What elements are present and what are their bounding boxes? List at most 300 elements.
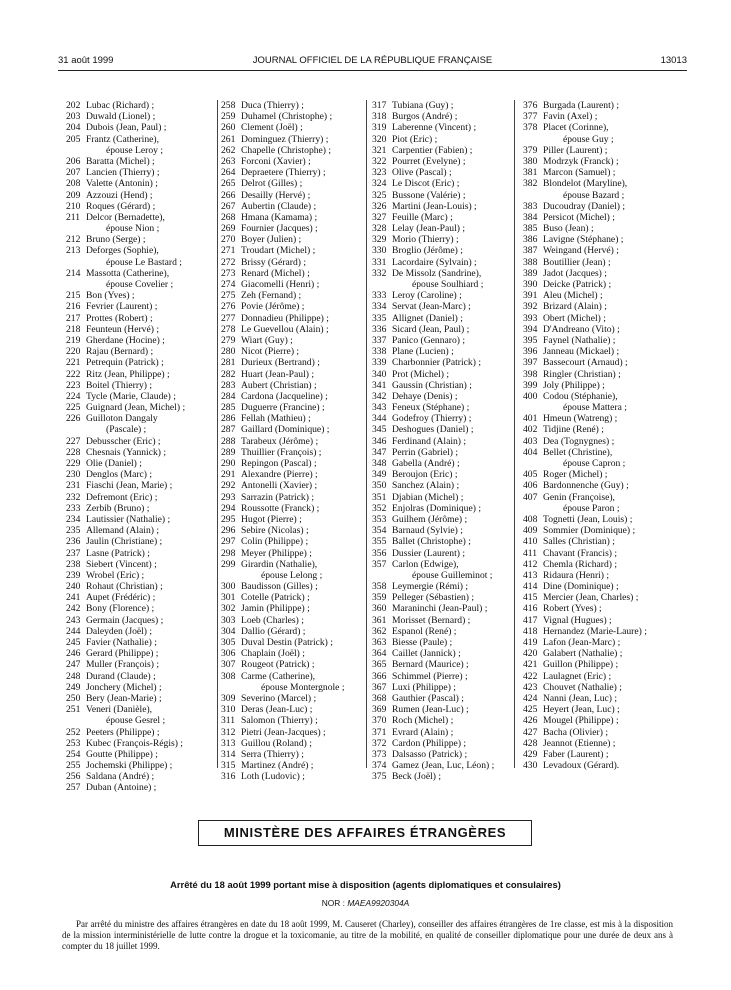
list-entry [372,234,522,245]
list-entry [66,268,216,279]
list-entry-continuation [66,257,216,268]
entry-number: 327 [372,211,387,223]
entry-name: Le Discot (Eric) ; [392,178,460,190]
entry-name: Aubertin (Claude) ; [241,200,317,212]
list-entry [372,693,522,704]
entry-name: Cotelle (Patrick) ; [241,592,310,604]
entry-number: 206 [66,155,81,167]
list-entry [523,424,673,435]
entry-number: 298 [221,547,236,559]
entry-number: 364 [372,648,387,660]
ministry-heading: MINISTÈRE DES AFFAIRES ÉTRANGÈRES [198,820,532,846]
entry-number: 312 [221,726,236,738]
list-entry [66,559,216,570]
entry-number: 430 [523,760,538,772]
entry-number: 400 [523,390,538,402]
list-entry [221,190,371,201]
entry-name: Gauthier (Pascal) ; [392,692,464,704]
entry-name: Carpentier (Fabien) ; [392,144,473,156]
entry-number: 242 [66,603,81,615]
entry-number: 267 [221,200,236,212]
column-divider [217,100,218,768]
entry-name: Debusscher (Eric) ; [86,435,161,447]
list-entry [66,637,216,648]
list-entry [221,715,371,726]
entry-number: 420 [523,648,538,660]
entry-number: 302 [221,603,236,615]
entry-number: 358 [372,581,387,593]
list-entry [372,771,522,782]
list-entry [66,436,216,447]
entry-name: Dussier (Laurent) ; [392,547,465,559]
entry-number: 410 [523,536,538,548]
entry-number: 226 [66,413,81,425]
list-entry [372,268,522,279]
list-entry [221,268,371,279]
entry-name: Mougel (Philippe) ; [543,715,619,727]
entry-number: 280 [221,346,236,358]
entry-number: 336 [372,323,387,335]
list-entry [523,257,673,268]
entry-name: Bon (Yves) ; [86,290,135,302]
entry-number: 359 [372,592,387,604]
entry-number: 292 [221,480,236,492]
entry-number: 372 [372,737,387,749]
list-entry-continuation [372,279,522,290]
list-entry [372,134,522,145]
list-entry [372,245,522,256]
list-entry [372,749,522,760]
entry-name: Fournier (Jacques) ; [241,223,318,235]
entry-number: 426 [523,715,538,727]
entry-number: 318 [372,111,387,123]
entry-number: 231 [66,480,81,492]
entry-name: Bussone (Valérie) ; [392,189,466,201]
list-entry [372,581,522,592]
entry-number: 365 [372,659,387,671]
entry-number: 259 [221,111,236,123]
list-entry [66,738,216,749]
entry-name: Codou (Stéphanie), [543,390,618,402]
entry-name: Fellah (Mathieu) ; [241,413,311,425]
entry-name: Plane (Lucien) ; [392,346,454,358]
entry-name: Chaplain (Joël) ; [241,648,305,660]
entry-name: Denglos (Marc) ; [86,469,153,481]
entry-number: 225 [66,402,81,414]
entry-number: 224 [66,390,81,402]
list-entry [523,156,673,167]
list-entry [372,436,522,447]
list-entry [372,324,522,335]
list-entry [221,648,371,659]
entry-name: Servat (Jean-Marc) ; [392,301,471,313]
entry-number: 407 [523,491,538,503]
entry-number: 335 [372,312,387,324]
entry-number: 397 [523,357,538,369]
entry-number: 346 [372,435,387,447]
entry-number: 356 [372,547,387,559]
list-entry [372,525,522,536]
list-column-2 [221,100,371,783]
list-entry [66,727,216,738]
entry-name: (Pascale) ; [106,424,147,436]
entry-number: 387 [523,245,538,257]
list-entry [523,369,673,380]
entry-number: 418 [523,625,538,637]
list-entry [523,313,673,324]
entry-name: Girardin (Nathalie), [241,558,318,570]
entry-name: Siebert (Vincent) ; [86,558,157,570]
entry-number: 204 [66,122,81,134]
list-entry [523,167,673,178]
entry-number: 341 [372,379,387,391]
entry-number: 399 [523,379,538,391]
entry-number: 354 [372,525,387,537]
entry-name: Ringler (Christian) ; [543,368,621,380]
list-entry [523,603,673,614]
entry-name: Obert (Michel) ; [543,312,606,324]
entry-name: Roger (Michel) ; [543,469,608,481]
list-entry [523,749,673,760]
list-entry [66,492,216,503]
entry-number: 209 [66,189,81,201]
entry-name: Prot (Michel) ; [392,368,450,380]
list-entry [221,212,371,223]
entry-name: Charbonnier (Patrick) ; [392,357,481,369]
list-entry [221,167,371,178]
list-entry [372,167,522,178]
list-entry [66,290,216,301]
list-entry [523,581,673,592]
list-entry [372,503,522,514]
entry-number: 355 [372,536,387,548]
entry-number: 254 [66,748,81,760]
entry-name: Blondelot (Maryline), [543,178,628,190]
entry-name: Roussotte (Franck) ; [241,502,320,514]
entry-name: Carme (Catherine), [241,670,316,682]
entry-name: épouse Gesrel ; [106,715,166,727]
list-entry [66,782,216,793]
list-entry [66,212,216,223]
entry-number: 262 [221,144,236,156]
list-entry [221,100,371,111]
list-entry [221,592,371,603]
list-entry [523,480,673,491]
list-entry [523,357,673,368]
list-entry [523,704,673,715]
header-page-number: 13013 [660,55,687,66]
entry-name: Duhamel (Christophe) ; [241,111,333,123]
list-entry [523,380,673,391]
entry-name: épouse Guy ; [563,133,614,145]
list-entry [221,369,371,380]
list-entry [523,514,673,525]
entry-name: Maraninchi (Jean-Paul) ; [392,603,488,615]
list-entry [66,234,216,245]
list-entry [221,402,371,413]
entry-number: 412 [523,558,538,570]
entry-number: 217 [66,312,81,324]
entry-number: 320 [372,133,387,145]
entry-name: Dine (Dominique) ; [543,581,619,593]
list-entry [372,727,522,738]
entry-number: 331 [372,256,387,268]
entry-name: Boutillier (Jean) ; [543,256,611,268]
list-entry [372,548,522,559]
entry-name: Tognetti (Jean, Louis) ; [543,513,633,525]
entry-name: Feunteun (Hervé) ; [86,323,159,335]
entry-number: 323 [372,167,387,179]
entry-number: 402 [523,424,538,436]
list-entry [66,391,216,402]
entry-name: Placet (Corinne), [543,122,609,134]
entry-name: Depraetere (Thierry) ; [241,167,326,179]
entry-number: 345 [372,424,387,436]
entry-number: 429 [523,748,538,760]
entry-name: Sebire (Nicolas) ; [241,525,309,537]
entry-number: 258 [221,100,236,111]
entry-name: Troudart (Michel) ; [241,245,316,257]
list-entry [221,749,371,760]
entry-name: Bery (Jean-Marie) ; [86,692,162,704]
entry-number: 290 [221,458,236,469]
list-entry [523,536,673,547]
entry-name: Wiart (Guy) ; [241,334,293,346]
entry-name: Guilhem (Jérôme) ; [392,513,468,525]
list-entry [221,704,371,715]
list-entry [372,122,522,133]
entry-number: 282 [221,368,236,380]
list-entry [523,111,673,122]
entry-name: Dalsasso (Patrick) ; [392,748,468,760]
entry-number: 252 [66,726,81,738]
list-entry [372,760,522,771]
list-entry [523,525,673,536]
list-entry [221,671,371,682]
list-entry [221,581,371,592]
entry-name: Serra (Thierry) ; [241,748,304,760]
entry-number: 403 [523,435,538,447]
entry-number: 427 [523,726,538,738]
entry-name: Rougeot (Patrick) ; [241,659,315,671]
entry-name: Beck (Joël) ; [392,771,442,783]
list-entry [372,346,522,357]
entry-number: 240 [66,581,81,593]
entry-name: Morisset (Bernard) ; [392,614,471,626]
entry-name: Jamin (Philippe) ; [241,603,310,615]
list-entry [523,671,673,682]
entry-number: 274 [221,279,236,290]
entry-name: Perrin (Gabriel) ; [392,446,459,458]
entry-number: 218 [66,323,81,335]
list-entry [372,603,522,614]
list-entry [221,626,371,637]
entry-number: 229 [66,458,81,469]
entry-number: 272 [221,256,236,268]
entry-name: Tycle (Marie, Claude) ; [86,390,176,402]
entry-name: Jaulin (Christiane) ; [86,536,163,548]
entry-number: 288 [221,435,236,447]
list-entry [221,313,371,324]
decree-body: Par arrêté du ministre des affaires étrangères en date du 18 août 1999, M. Causeret (Charley), conseiller des affaires étrangères de 1re classe, est mis à la disposition de la mission interministérielle de lutte contre la drogue et la toxicomanie, au titre de la mobilité, en qualité de conseiller diplomatique pour une durée de deux ans à compter du 18 juillet 1999. [62,919,673,951]
entry-number: 408 [523,513,538,525]
list-entry [523,626,673,637]
entry-number: 279 [221,334,236,346]
list-entry [523,693,673,704]
entry-number: 255 [66,760,81,772]
entry-number: 353 [372,513,387,525]
list-entry [372,671,522,682]
entry-name: Guillon (Philippe) ; [543,659,619,671]
entry-name: Gaussin (Christian) ; [392,379,472,391]
column-divider [366,100,367,768]
entry-number: 317 [372,100,387,111]
entry-number: 414 [523,581,538,593]
column-divider [514,100,515,768]
list-entry [66,592,216,603]
entry-number: 289 [221,446,236,458]
entry-number: 283 [221,379,236,391]
entry-number: 248 [66,670,81,682]
list-entry [221,380,371,391]
list-entry-continuation [66,145,216,156]
entry-number: 306 [221,648,236,660]
entry-number: 381 [523,167,538,179]
entry-number: 273 [221,267,236,279]
list-entry [221,514,371,525]
entry-number: 264 [221,167,236,179]
entry-name: Kubec (François-Régis) ; [86,737,183,749]
entry-number: 300 [221,581,236,593]
list-entry [523,570,673,581]
list-entry [66,514,216,525]
entry-number: 233 [66,502,81,514]
entry-number: 347 [372,446,387,458]
entry-number: 313 [221,737,236,749]
entry-name: Repingon (Pascal) ; [241,458,317,469]
entry-name: Delcor (Bernadette), [86,211,165,223]
list-entry [372,156,522,167]
list-entry [221,279,371,290]
list-entry [523,659,673,670]
entry-number: 366 [372,670,387,682]
entry-number: 294 [221,502,236,514]
list-entry [372,178,522,189]
entry-name: Jeannot (Etienne) ; [543,737,616,749]
entry-number: 309 [221,692,236,704]
entry-name: Duca (Thierry) ; [241,100,304,111]
entry-name: Deshogues (Daniel) ; [392,424,474,436]
entry-number: 316 [221,771,236,783]
entry-number: 228 [66,446,81,458]
list-entry [372,704,522,715]
entry-name: Djabian (Michel) ; [392,491,464,503]
entry-number: 383 [523,200,538,212]
entry-name: épouse Montergnole ; [261,681,345,693]
entry-number: 297 [221,536,236,548]
entry-name: Feuille (Marc) ; [392,211,453,223]
entry-name: Massotta (Catherine), [86,267,170,279]
entry-number: 368 [372,692,387,704]
list-entry [523,324,673,335]
entry-name: Barnaud (Sylvie) ; [392,525,463,537]
entry-name: Sanchez (Alain) ; [392,480,460,492]
list-entry [221,659,371,670]
entry-number: 369 [372,704,387,716]
entry-number: 246 [66,648,81,660]
entry-number: 411 [523,547,538,559]
entry-number: 219 [66,334,81,346]
list-entry [221,223,371,234]
entry-name: Guillou (Roland) ; [241,737,312,749]
list-entry [66,615,216,626]
list-entry-continuation [66,279,216,290]
entry-name: Biesse (Paule) ; [392,637,453,648]
entry-number: 373 [372,748,387,760]
entry-name: Bony (Florence) ; [86,603,155,615]
entry-number: 277 [221,312,236,324]
entry-number: 398 [523,368,538,380]
entry-name: Durand (Claude) ; [86,670,156,682]
entry-number: 391 [523,290,538,302]
entry-name: Ballet (Christophe) ; [392,536,471,548]
list-entry [66,648,216,659]
list-entry [66,245,216,256]
list-entry [372,100,522,111]
entry-name: Sicard (Jean, Paul) ; [392,323,470,335]
entry-number: 214 [66,267,81,279]
list-entry [372,659,522,670]
list-entry [66,134,216,145]
entry-name: Joly (Philippe) ; [543,379,605,391]
entry-number: 263 [221,155,236,167]
list-entry [372,715,522,726]
entry-number: 260 [221,122,236,134]
entry-name: Hernandez (Marie-Laure) ; [543,625,647,637]
entry-name: Lubac (Richard) ; [86,100,155,111]
entry-name: Thuillier (François) ; [241,446,322,458]
entry-name: Roques (Gérard) ; [86,200,156,212]
entry-name: Carlon (Edwige), [392,558,459,570]
list-entry [221,458,371,469]
header-rule [58,70,687,71]
entry-name: Guilloton Dangaly [86,413,158,425]
entry-number: 222 [66,368,81,380]
list-entry [372,458,522,469]
list-entry [66,603,216,614]
entry-number: 423 [523,681,538,693]
entry-name: Tubiana (Guy) ; [392,100,454,111]
entry-number: 380 [523,155,538,167]
entry-name: épouse Guilleminot ; [412,569,493,581]
list-entry [66,111,216,122]
entry-name: Hmeun (Watreng) ; [543,413,618,425]
entry-name: Desailly (Hervé) ; [241,189,311,201]
entry-name: Gamez (Jean, Luc, Léon) ; [392,760,495,772]
list-entry-continuation [523,458,673,469]
list-entry [372,626,522,637]
entry-name: épouse Bazard ; [563,189,625,201]
entry-number: 395 [523,334,538,346]
list-entry [221,324,371,335]
list-entry [523,290,673,301]
entry-name: Martinez (André) ; [241,760,314,772]
list-entry [66,402,216,413]
entry-number: 384 [523,211,538,223]
entry-name: Dubois (Jean, Paul) ; [86,122,167,134]
list-entry [372,615,522,626]
entry-name: Faber (Laurent) ; [543,748,609,760]
